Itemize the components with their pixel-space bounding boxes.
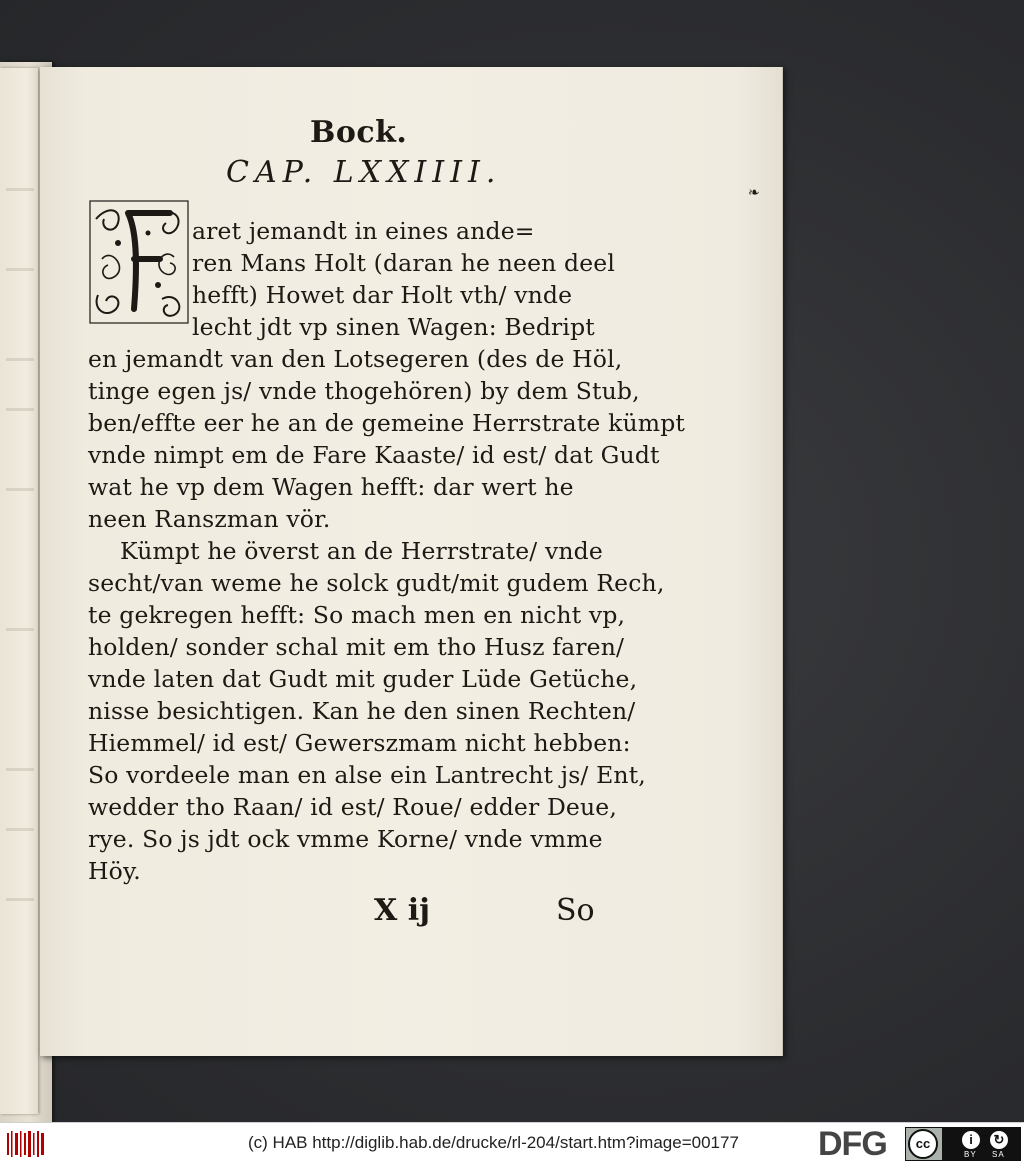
text-line: rye. So js jdt ock vmme Korne/ vnde vmme [88, 825, 603, 853]
text-line: te gekregen hefft: So mach men en nicht vp, [88, 601, 626, 629]
running-head: Bock. [310, 115, 408, 150]
text-line: neen Ranszman vör. [88, 505, 331, 533]
text-line: ren Mans Holt (daran he neen deel [192, 249, 616, 277]
dfg-logo[interactable]: DFG [818, 1125, 887, 1163]
decorated-initial [88, 199, 190, 325]
text-line: secht/van weme he solck gudt/mit gudem Rech, [88, 569, 665, 597]
creative-commons-license-badge[interactable] [905, 1127, 1021, 1161]
text-line: ben/effte eer he an de gemeine Herrstrate kümpt [88, 409, 685, 437]
barcode-icon[interactable] [6, 1129, 46, 1159]
printer-mark: ❧ [748, 185, 760, 201]
cc-icon: cc [908, 1129, 938, 1159]
text-line: tinge egen js/ vnde thogehören) by dem Stub, [88, 377, 640, 405]
text-line: holden/ sonder schal mit em tho Husz faren/ [88, 633, 625, 661]
text-line: vnde nimpt em de Fare Kaaste/ id est/ dat Gudt [88, 441, 660, 469]
text-line: So vordeele man en alse ein Lantrecht js/ Ent, [88, 761, 646, 789]
text-line: en jemandt van den Lotsegeren (des de Höl, [88, 345, 623, 373]
previous-page-margin [0, 68, 38, 1114]
text-line: wedder tho Raan/ id est/ Roue/ edder Deue, [88, 793, 617, 821]
chapter-heading: CAP. LXXIIII. [226, 155, 502, 190]
catchword: So [556, 893, 595, 928]
text-line: lecht jdt vp sinen Wagen: Bedript [192, 313, 595, 341]
text-line: nisse besichtigen. Kan he den sinen Rechten/ [88, 697, 636, 725]
text-line: Höy. [88, 857, 141, 885]
signature-mark: X ij [374, 893, 430, 928]
text-line: wat he vp dem Wagen hefft: dar wert he [88, 473, 574, 501]
attribution-icon: i [962, 1131, 980, 1149]
text-line: aret jemandt in eines ande= [192, 217, 535, 245]
text-line: Kümpt he överst an de Herrstrate/ vnde [120, 537, 603, 565]
text-line: hefft) Howet dar Holt vth/ vnde [192, 281, 573, 309]
text-line: Hiemmel/ id est/ Gewerszmam nicht hebben: [88, 729, 631, 757]
decorated-initial-ornament [88, 199, 190, 325]
by-label: BY [964, 1150, 977, 1159]
sa-label: SA [992, 1150, 1005, 1159]
book-page [40, 67, 783, 1056]
share-alike-icon: ↻ [990, 1131, 1008, 1149]
footer-bar [0, 1122, 1024, 1165]
text-line: vnde laten dat Gudt mit guder Lüde Getüche, [88, 665, 638, 693]
copyright-link[interactable]: (c) HAB http://diglib.hab.de/drucke/rl-204/start.htm?image=00177 [248, 1133, 739, 1152]
